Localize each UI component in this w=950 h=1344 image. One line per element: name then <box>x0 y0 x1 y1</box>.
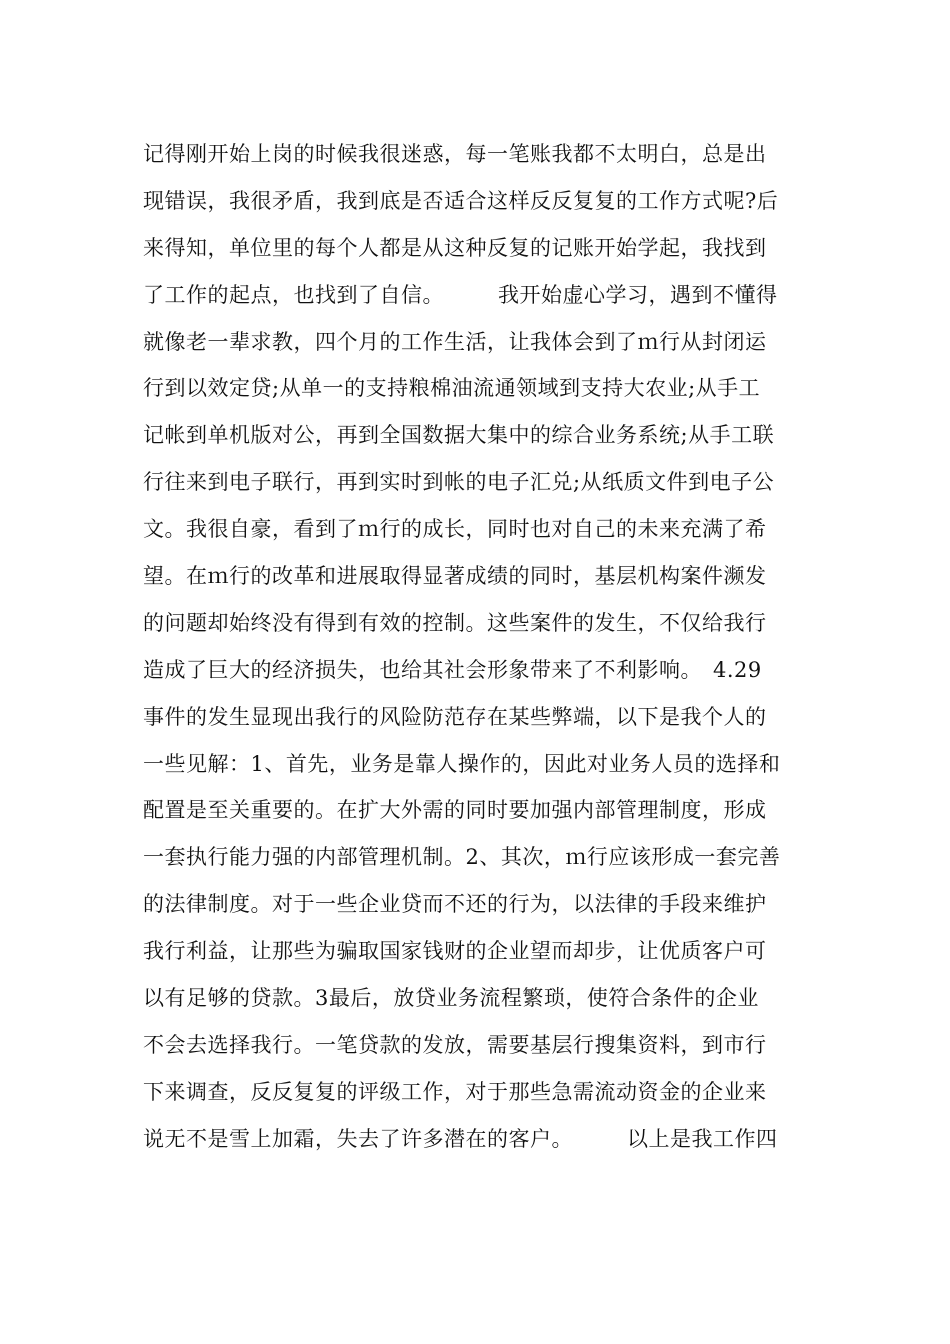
text-line: 以有足够的贷款。3最后，放贷业务流程繁琐，使符合条件的企业 <box>143 986 759 1011</box>
text-line: 一些见解：1、首先，业务是靠人操作的，因此对业务人员的选择和 <box>143 751 781 776</box>
text-line: 行到以效定贷;从单一的支持粮棉油流通领域到支持大农业;从手工 <box>143 376 761 401</box>
text-line: 说无不是雪上加霜，失去了许多潜在的客户。 以上是我工作四 <box>143 1126 778 1151</box>
text-line: 一套执行能力强的内部管理机制。2、其次，ｍ行应该形成一套完善 <box>143 845 781 870</box>
body-text <box>143 131 813 1163</box>
text-line: 就像老一辈求教，四个月的工作生活，让我体会到了ｍ行从封闭运 <box>143 329 767 354</box>
text-line: 文。我很自豪，看到了ｍ行的成长，同时也对自己的未来充满了希 <box>143 517 767 542</box>
text-line: 配置是至关重要的。在扩大外需的同时要加强内部管理制度，形成 <box>143 798 767 823</box>
text-line: 事件的发生显现出我行的风险防范存在某些弊端，以下是我个人的 <box>143 704 767 729</box>
text-line: 的法律制度。对于一些企业贷而不还的行为，以法律的手段来维护 <box>143 892 767 917</box>
text-line: 记得刚开始上岗的时候我很迷惑，每一笔账我都不太明白，总是出 <box>143 142 767 166</box>
text-line: 下来调查，反反复复的评级工作，对于那些急需流动资金的企业来 <box>143 1079 767 1104</box>
text-line: 的问题却始终没有得到有效的控制。这些案件的发生，不仅给我行 <box>143 610 767 635</box>
text-line: 行往来到电子联行，再到实时到帐的电子汇兑;从纸质文件到电子公 <box>143 470 775 495</box>
text-line: 造成了巨大的经济损失，也给其社会形象带来了不利影响。 4.29 <box>143 657 762 682</box>
text-line: 我行利益，让那些为骗取国家钱财的企业望而却步，让优质客户可 <box>143 939 767 964</box>
text-line: 记帐到单机版对公，再到全国数据大集中的综合业务系统;从手工联 <box>143 423 775 448</box>
text-line: 现错误，我很矛盾，我到底是否适合这样反反复复的工作方式呢?后 <box>143 188 779 213</box>
text-line: 望。在ｍ行的改革和进展取得显著成绩的同时，基层机构案件濒发 <box>143 564 767 589</box>
text-line: 了工作的起点，也找到了自信。 我开始虚心学习，遇到不懂得 <box>143 282 778 307</box>
text-line: 来得知，单位里的每个人都是从这种反复的记账开始学起，我找到 <box>143 235 767 260</box>
text-line: 不会去选择我行。一笔贷款的发放，需要基层行搜集资料，到市行 <box>143 1032 767 1057</box>
